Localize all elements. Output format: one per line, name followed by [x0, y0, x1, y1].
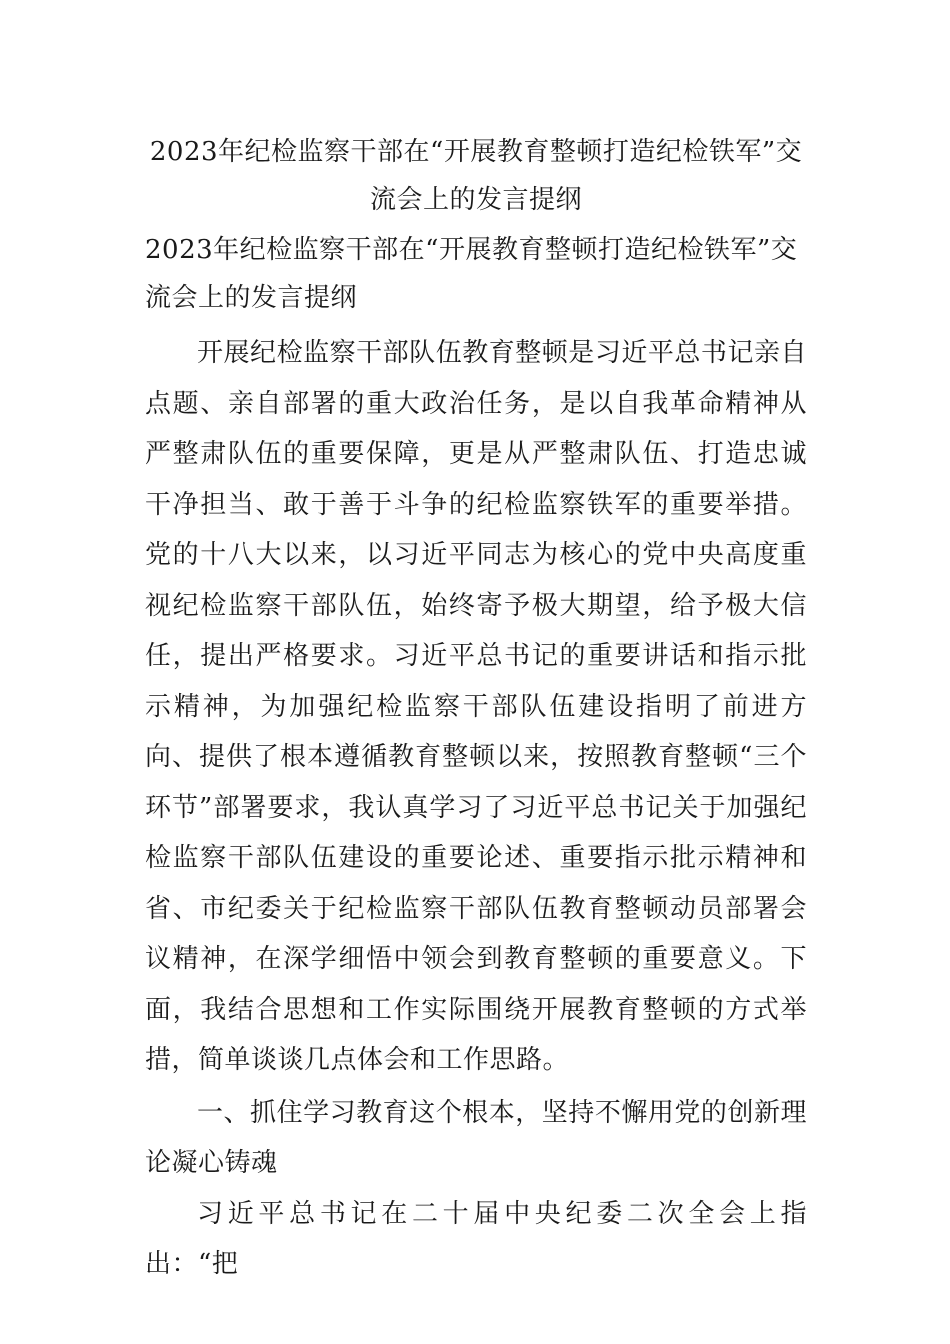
document-subtitle: 2023年纪检监察干部在“开展教育整顿打造纪检铁军”交流会上的发言提纲	[145, 235, 798, 313]
document-title: 2023年纪检监察干部在“开展教育整顿打造纪检铁军”交流会上的发言提纲	[149, 137, 803, 215]
body-paragraph: 习近平总书记在二十届中央纪委二次全会上指出：“把	[145, 1198, 807, 1279]
document-body	[145, 128, 807, 1290]
section-heading-1: 一、抓住学习教育这个根本，坚持不懈用党的创新理论凝心铸魂	[145, 1097, 807, 1178]
intro-paragraph: 开展纪检监察干部队伍教育整顿是习近平总书记亲自点题、亲自部署的重大政治任务，是以自我革命精神从严整肃队伍的重要保障，更是从严整肃队伍、打造忠诚干净担当、敢于善于斗争的纪检监察铁军的重要举措。党的十八大以来，以习近平同志为核心的党中央高度重视纪检监察干部队伍，始终寄予极大期望，给予极大信任，提出严格要求。习近平总书记的重要讲话和指示批示精神，为加强纪检监察干部队伍建设指明了前进方向、提供了根本遵循教育整顿以来，按照教育整顿“三个环节”部署要求，我认真学习了习近平总书记关于加强纪检监察干部队伍建设的重要论述、重要指示批示精神和省、市纪委关于纪检监察干部队伍教育整顿动员部署会议精神，在深学细悟中领会到教育整顿的重要意义。下面，我结合思想和工作实际围绕开展教育整顿的方式举措，简单谈谈几点体会和工作思路。	[145, 338, 807, 1075]
